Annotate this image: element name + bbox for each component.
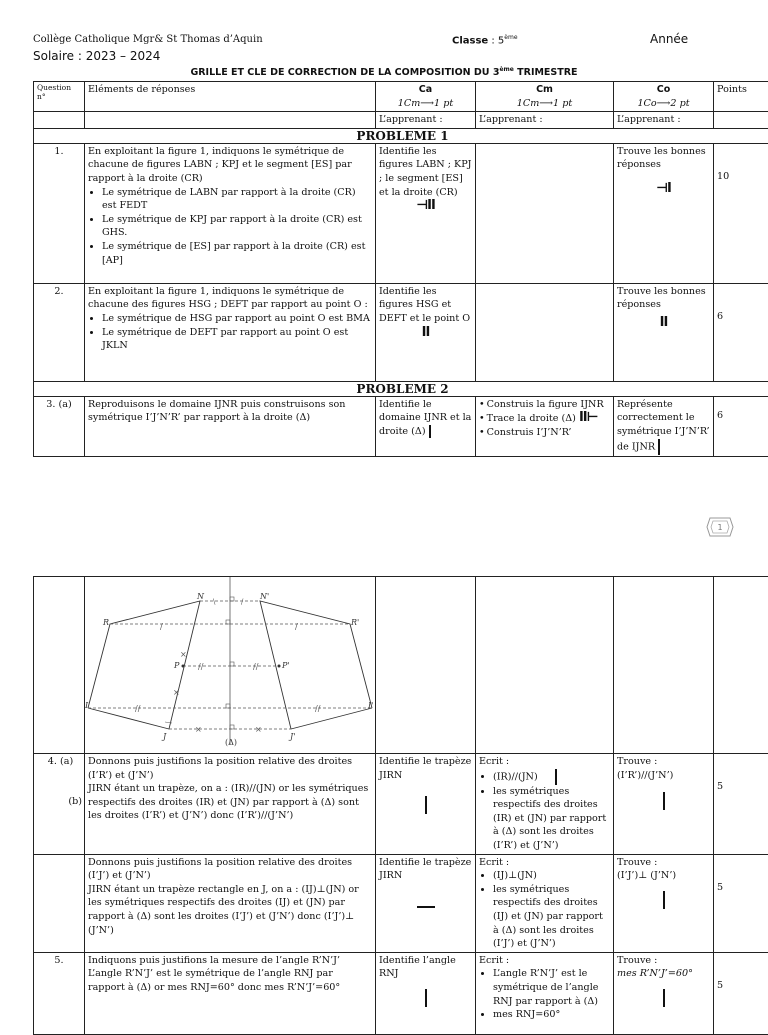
list-item: • les symétriques respectifs des droites (IR) et (JN) par rapport à (Δ) sont les droites (I’R’) et (J’N’) (493, 785, 610, 853)
q1-points: 10 (714, 143, 768, 283)
q4a-points: 5 (714, 754, 768, 855)
svg-text:×: × (173, 688, 180, 697)
tally-mark: II (379, 326, 472, 340)
q3-cm (476, 396, 614, 456)
table-row (34, 952, 768, 1034)
q2-answer: En exploitant la figure 1, indiquons le symétrique de chacune des figures HSG ; DEFT par rapport au point O : • Le symétrique de HSG par rapport au point O est BMA • Le symétrique de DEFT par rapport au point O est JKLN (85, 283, 376, 381)
q3-number: 3. (a) (34, 396, 85, 456)
svg-text://: // (253, 662, 259, 671)
col-points: Points (714, 82, 768, 112)
list-item: • Construis I’J’N’R’ (479, 426, 610, 440)
problem2-title: PROBLEME 2 (34, 381, 768, 396)
figure-cell (85, 577, 376, 754)
list-item: • Le symétrique de LABN par rapport à la droite (CR) est FEDT (102, 186, 372, 213)
tally-mark: II (617, 316, 710, 330)
apprenant-cm: L’apprenant : (476, 112, 614, 129)
tally-mark: ⊣I (617, 182, 710, 196)
list-item: • (IJ)⊥(JN) (493, 869, 610, 883)
list-item: • Le symétrique de DEFT par rapport au point O est JKLN (102, 326, 372, 353)
col-question: Question n° (34, 82, 85, 112)
annee-label: Année (650, 32, 688, 46)
school-name: Collège Catholique Mgr& St Thomas d’Aquin (33, 34, 263, 45)
document-title: GRILLE ET CLE DE CORRECTION DE LA COMPOSITION DU 3ème TRIMESTRE (0, 66, 768, 78)
q5-co: Trouve : mes R’N’J’=60° (614, 952, 714, 1034)
q4a-co: Trouve : (I’R’)//(J’N’) (614, 754, 714, 855)
table-row (34, 283, 768, 381)
list-item: • Le symétrique de [ES] par rapport à la droite (CR) est [AP] (102, 240, 372, 267)
school-year: Solaire : 2023 – 2024 (33, 49, 160, 63)
q3-co: Représente correctement le symétrique I’J’N’R’ de IJNR (614, 396, 714, 456)
list-item: • (IR)//(JN) (493, 769, 610, 785)
header-row (34, 82, 768, 112)
list-item: • Le symétrique de HSG par rapport au point O est BMA (102, 312, 372, 326)
label-I: I (85, 701, 89, 710)
q5-points: 5 (714, 952, 768, 1034)
q4a-ca: Identifie le trapèze JIRN (376, 754, 476, 855)
label-R: R (102, 618, 109, 627)
label-P-prime: P' (281, 661, 290, 670)
tally-mark: II⊢ (579, 410, 598, 425)
page-number: 1 (717, 523, 722, 532)
q4b-cm: Ecrit : • (IJ)⊥(JN) • les symétriques respectifs des droites (IJ) et (JN) par rapport à (Δ) sont les droites (I’J’) et (J’N’) (476, 854, 614, 952)
table-row (34, 754, 768, 855)
q2-cm (476, 283, 614, 381)
trapezoid-figure (85, 577, 376, 753)
col-cm: Cm 1Cm⟶1 pt (476, 82, 614, 112)
svg-text:×: × (180, 650, 187, 659)
q4a-cm: Ecrit : • (IR)//(JN) • les symétriques respectifs des droites (IR) et (JN) par rapport à (Δ) sont les droites (I’R’) et (J’N’) (476, 754, 614, 855)
q4b-answer: Donnons puis justifions la position relative des droites (I’J’) et (J’N’) JIRN étant un trapèze rectangle en J, on a : (IJ)⊥(JN) or les symétriques respectifs des droites (IJ) et (JN) par rapport à (Δ) sont les droites (I’J’) et (J’N’) donc (I’J’)⊥ (J’N’) (85, 854, 376, 952)
list-item: • mes RNJ=60° (493, 1008, 610, 1022)
table-row (34, 143, 768, 283)
q4b-ca: Identifie le trapèze JIRN (376, 854, 476, 952)
list-item: • Trace la droite (Δ) II⊢ (479, 411, 610, 426)
q1-answer: En exploitant la figure 1, indiquons le symétrique de chacune de figures LABN ; KPJ et le segment [ES] par rapport à la droite (CR) • Le symétrique de LABN par rapport à la droite (CR) est FEDT • Le symétrique de KPJ par rapport à la droite (CR) est GHS. • Le symétrique de [ES] par rapport à la droite (CR) est [AP] (85, 143, 376, 283)
svg-text://: // (198, 662, 204, 671)
class-label: Classe : 5ème (452, 34, 518, 46)
svg-text://: // (315, 704, 321, 713)
correction-grid-top (33, 81, 768, 457)
label-delta: (Δ) (225, 738, 237, 747)
label-I-prime: I' (367, 701, 373, 710)
svg-text:×: × (255, 725, 262, 734)
col-elements: Eléments de réponses (85, 82, 376, 112)
tally-mark: ⊣II (379, 199, 472, 213)
list-item: • L’angle R’N’J’ est le symétrique de l’angle RNJ par rapport à (Δ) (493, 967, 610, 1008)
q4a-answer: Donnons puis justifions la position relative des droites (I’R’) et (J’N’) JIRN étant un trapèze, on a : (IR)//(JN) or les symétriques respectifs des droites (IR) et (JN) par rapport à (Δ) sont les droites (I’R’) et (J’N’) donc (I’R’)//(J’N’) (85, 754, 376, 855)
label-J: J (161, 732, 167, 741)
q2-number: 2. (34, 283, 85, 381)
label-R-prime: R' (350, 618, 359, 627)
svg-text://: // (135, 704, 141, 713)
list-item: • les symétriques respectifs des droites (IJ) et (JN) par rapport à (Δ) sont les droites (I’J’) et (J’N’) (493, 883, 610, 951)
list-item: • Le symétrique de KPJ par rapport à la droite (CR) est GHS. (102, 213, 372, 240)
table-row (34, 396, 768, 456)
correction-grid-bottom (33, 576, 768, 1035)
svg-text:/: / (160, 622, 163, 631)
q2-ca: Identifie les figures HSG et DEFT et le point O II (376, 283, 476, 381)
q5-cm: Ecrit : • L’angle R’N’J’ est le symétrique de l’angle RNJ par rapport à (Δ) • mes RNJ=60° (476, 952, 614, 1034)
svg-text:/: / (241, 598, 244, 606)
q1-co: Trouve les bonnes réponses ⊣I (614, 143, 714, 283)
q4b-points: 5 (714, 854, 768, 952)
svg-text:/: / (295, 622, 298, 631)
q2-points: 6 (714, 283, 768, 381)
apprenant-co: L’apprenant : (614, 112, 714, 129)
q1-cm (476, 143, 614, 283)
svg-text:×: × (195, 725, 202, 734)
label-N: N (196, 592, 205, 601)
svg-text:\: \ (213, 598, 216, 606)
label-P: P (173, 661, 180, 670)
q3-answer: Reproduisons le domaine IJNR puis construisons son symétrique I’J’N’R’ par rapport à la droite (Δ) (85, 396, 376, 456)
label-J-prime: J' (288, 732, 295, 741)
q4-number: 4. (a) (b) (34, 754, 85, 855)
figure-row (34, 577, 768, 754)
apprenant-row (34, 112, 768, 129)
q1-number: 1. (34, 143, 85, 283)
label-N-prime: N' (259, 592, 269, 601)
q5-answer: Indiquons puis justifions la mesure de l’angle R’N’J’ L’angle R’N’J’ est le symétrique de l’angle RNJ par rapport à (Δ) or mes RNJ=60° donc mes R’N’J’=60° (85, 952, 376, 1034)
table-row (34, 854, 768, 952)
list-item: • Construis la figure IJNR (479, 398, 610, 412)
problem1-title: PROBLEME 1 (34, 128, 768, 143)
q3-ca: Identifie le domaine IJNR et la droite (Δ) (376, 396, 476, 456)
apprenant-ca: L’apprenant : (376, 112, 476, 129)
q3-points: 6 (714, 396, 768, 456)
page-number-seal-icon (706, 516, 734, 538)
col-co: Co 1Co⟶2 pt (614, 82, 714, 112)
q5-ca: Identifie l’angle RNJ (376, 952, 476, 1034)
col-ca: Ca 1Cm⟶1 pt (376, 82, 476, 112)
q2-co: Trouve les bonnes réponses II (614, 283, 714, 381)
q4b-co: Trouve : (I’J’)⊥ (J’N’) (614, 854, 714, 952)
q5-number: 5. (34, 952, 85, 1034)
q1-ca: Identifie les figures LABN ; KPJ ; le segment [ES] et la droite (CR) ⊣II (376, 143, 476, 283)
